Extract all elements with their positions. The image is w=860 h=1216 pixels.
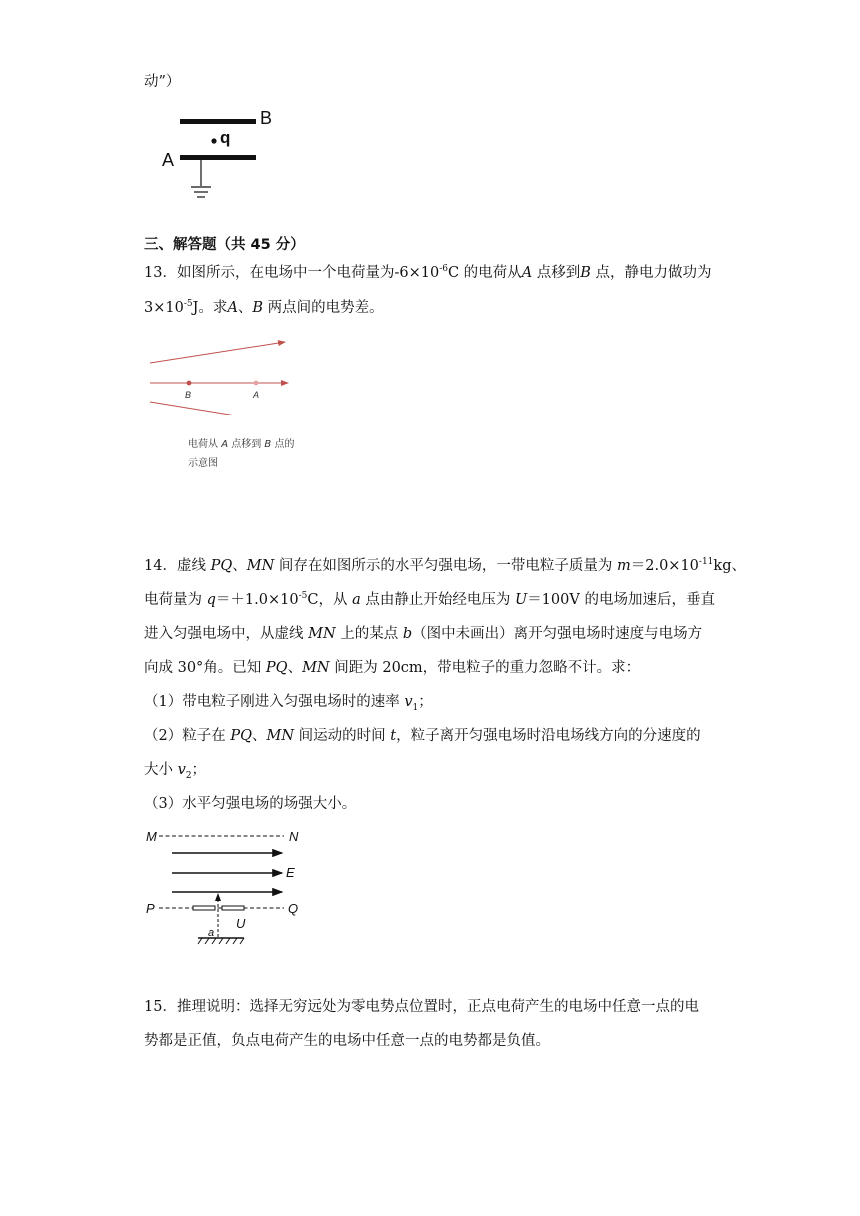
label-q: Q — [288, 901, 299, 916]
charge-label: q — [220, 128, 231, 147]
q13-line-2: $3\times 10^{-5}J$。求A、B 两点间的电势差。 — [144, 299, 384, 316]
figure-caption-1: 电荷从 A 点移到 B 点的 — [188, 439, 295, 450]
field-line-bottom — [150, 402, 285, 415]
text-fragment: 动”） — [144, 74, 181, 90]
plate-a-label: A — [162, 150, 175, 170]
q14-line-4: 向成 30°角。已知 PQ、MN 间距为 20cm，带电粒子的重力忽略不计。求： — [144, 660, 641, 676]
label-a: a — [208, 927, 215, 939]
q15-line-2: 势都是正值，负点电荷产生的电场中任意一点的电势都是负值。 — [144, 1033, 550, 1049]
plate-b — [180, 119, 256, 124]
q15-line-1: 15．推理说明：选择无穷远处为零电势点位置时，正点电荷产生的电场中任意一点的电 — [144, 999, 699, 1015]
q14-line-3: 进入匀强电场中，从虚线 MN 上的某点 b（图中未画出）离开匀强电场时速度与电场方 — [144, 626, 703, 642]
label-u: U — [236, 916, 246, 931]
field-lines-figure — [145, 335, 305, 415]
label-e: E — [286, 865, 295, 880]
point-a-label: A — [253, 390, 260, 400]
charge-dot — [211, 138, 216, 143]
uniform-field-figure — [142, 824, 312, 948]
section-title: 三、解答题（共 45 分） — [144, 237, 305, 253]
field-line-top — [150, 342, 285, 363]
point-b-label: B — [185, 390, 192, 400]
figure-caption-2: 示意图 — [188, 458, 218, 469]
q13-line-1: 13．如图所示，在电场中一个电荷量为$-6\times 10^{-6}C$ 的电荷从A 点移到B 点，静电力做功为 — [144, 264, 712, 281]
plate-b-label: B — [260, 108, 273, 128]
q14-sub-3: （3）水平匀强电场的场强大小。 — [144, 796, 357, 812]
q14-sub-2: （2）粒子在 PQ、MN 间运动的时间 t，粒子离开匀强电场时沿电场线方向的分速度的 — [144, 728, 701, 744]
plate-a — [180, 155, 256, 160]
label-m: M — [146, 829, 157, 844]
q14-sub-1: （1）带电粒子刚进入匀强电场时的速率 $v_1$； — [144, 694, 433, 713]
base-hatching — [198, 938, 244, 944]
q14-line-1: 14．虚线 PQ、MN 间存在如图所示的水平匀强电场，一带电粒子质量为 $m=2.0\times 10^{-11}kg$、 — [144, 557, 746, 574]
right-plate — [222, 906, 244, 910]
label-n: N — [289, 829, 299, 844]
left-plate — [193, 906, 215, 910]
q14-sub-2-cont: 大小 $v_2$； — [144, 762, 207, 781]
q14-line-2: 电荷量为 $q=+1.0\times 10^{-5}C$，从 a 点由静止开始经电压为 U＝100V 的电场加速后，垂直 — [144, 591, 715, 608]
capacitor-figure — [150, 100, 290, 210]
point-a — [254, 381, 259, 386]
label-p: P — [146, 901, 155, 916]
point-b — [187, 381, 192, 386]
